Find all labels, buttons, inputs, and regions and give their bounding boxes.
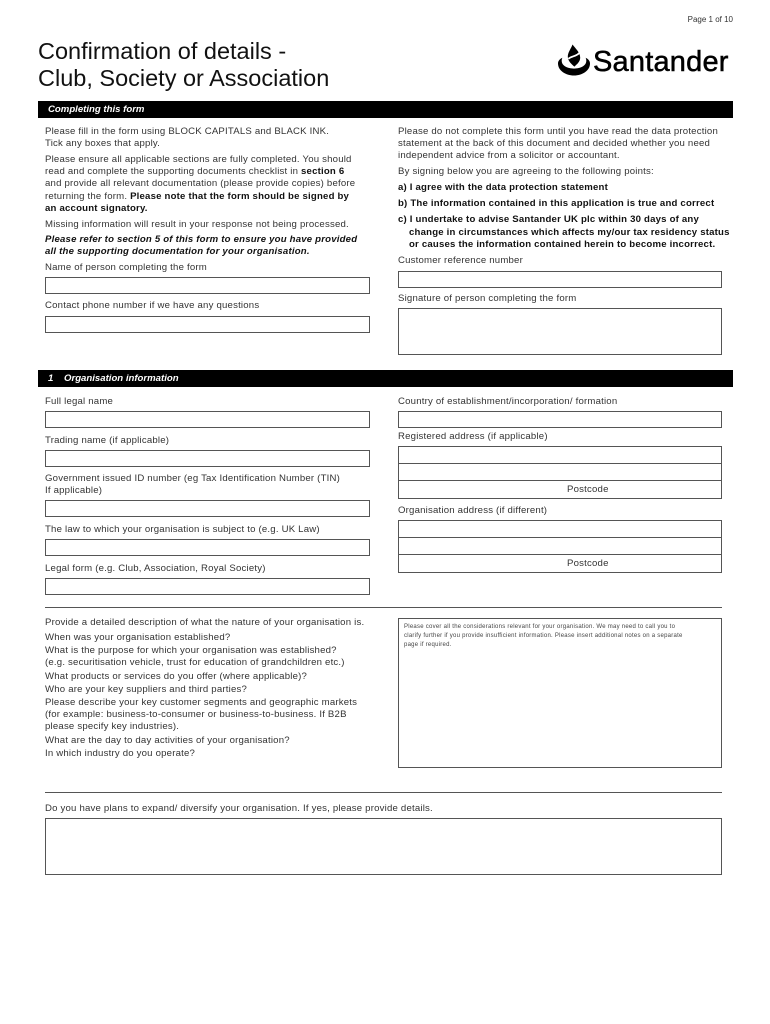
country-label: Country of establishment/incorporation/ formation bbox=[398, 396, 618, 407]
description-question: please specify key industries). bbox=[45, 721, 180, 732]
agreement-point-c: c) I undertake to advise Santander UK plc within 30 days of any bbox=[398, 214, 700, 225]
section-6-reference: section 6 bbox=[301, 166, 345, 177]
form-title-line-2: Club, Society or Association bbox=[38, 65, 330, 91]
instruction-text: read and complete the supporting documents checklist in bbox=[45, 166, 299, 177]
form-title-line-1: Confirmation of details - bbox=[38, 38, 287, 64]
data-protection-note: independent advice from a solicitor or accountant. bbox=[398, 150, 620, 161]
governing-law-label: The law to which your organisation is subject to (e.g. UK Law) bbox=[45, 524, 320, 535]
legal-form-field[interactable] bbox=[45, 578, 370, 595]
registered-address-line-1[interactable] bbox=[399, 447, 721, 464]
section-5-note: all the supporting documentation for your organisation. bbox=[45, 246, 310, 257]
agreement-point-c: change in circumstances which affects my/our tax residency status bbox=[409, 227, 730, 238]
full-legal-name-field[interactable] bbox=[45, 411, 370, 428]
signature-label: Signature of person completing the form bbox=[398, 293, 577, 304]
page-number: Page 1 of 10 bbox=[687, 15, 733, 24]
section-bar-organisation bbox=[38, 370, 733, 387]
agreement-point-a: a) I agree with the data protection statement bbox=[398, 182, 608, 193]
description-hint: clarify further if you provide insufficient information. Please insert additional notes on a separate bbox=[404, 633, 683, 639]
description-question: What is the purpose for which your organisation was established? bbox=[45, 645, 337, 656]
description-hint: page if required. bbox=[404, 642, 452, 648]
description-question: (e.g. securitisation vehicle, trust for education of grandchildren etc.) bbox=[45, 657, 345, 668]
instruction-line: Missing information will result in your response not being processed. bbox=[45, 219, 349, 230]
customer-reference-field[interactable] bbox=[398, 271, 722, 288]
organisation-postcode-field[interactable] bbox=[615, 555, 721, 572]
phone-field[interactable] bbox=[45, 316, 370, 333]
registered-postcode-field[interactable] bbox=[615, 481, 721, 498]
registered-postcode-label: Postcode bbox=[567, 484, 609, 495]
expansion-plans-label: Do you have plans to expand/ diversify your organisation. If yes, please provide details. bbox=[45, 803, 433, 814]
description-field[interactable] bbox=[399, 653, 721, 767]
section-number: 1 bbox=[48, 373, 54, 384]
trading-name-label: Trading name (if applicable) bbox=[45, 435, 170, 446]
full-legal-name-label: Full legal name bbox=[45, 396, 114, 407]
section-bar-completing bbox=[38, 101, 733, 118]
government-id-label: Government issued ID number (eg Tax Identification Number (TIN) bbox=[45, 473, 341, 484]
governing-law-field[interactable] bbox=[45, 539, 370, 556]
section-heading-completing: Completing this form bbox=[48, 104, 145, 115]
data-protection-note: statement at the back of this document and decided whether you need bbox=[398, 138, 711, 149]
divider bbox=[45, 607, 722, 608]
organisation-address-line-1[interactable] bbox=[399, 521, 721, 538]
agreement-point-b: b) The information contained in this application is true and correct bbox=[398, 198, 715, 209]
description-question: When was your organisation established? bbox=[45, 632, 231, 643]
signatory-note: an account signatory. bbox=[45, 203, 148, 214]
customer-reference-label: Customer reference number bbox=[398, 255, 523, 266]
instruction-line bbox=[45, 166, 344, 178]
instruction-line: Tick any boxes that apply. bbox=[45, 138, 161, 149]
country-field[interactable] bbox=[398, 411, 722, 428]
instruction-line: Please ensure all applicable sections are fully completed. You should bbox=[45, 154, 352, 165]
brand-name: Santander bbox=[593, 46, 729, 78]
government-id-field[interactable] bbox=[45, 500, 370, 517]
description-box bbox=[398, 618, 722, 768]
organisation-address-label: Organisation address (if different) bbox=[398, 505, 548, 516]
instruction-line: Please fill in the form using BLOCK CAPITALS and BLACK INK. bbox=[45, 126, 330, 137]
organisation-address-line-3[interactable] bbox=[399, 555, 559, 572]
organisation-address-box bbox=[398, 520, 722, 573]
description-question: What are the day to day activities of your organisation? bbox=[45, 735, 290, 746]
phone-field-label: Contact phone number if we have any questions bbox=[45, 300, 260, 311]
registered-address-label: Registered address (if applicable) bbox=[398, 431, 548, 442]
section-5-note: Please refer to section 5 of this form to ensure you have provided bbox=[45, 234, 358, 245]
agreement-intro: By signing below you are agreeing to the following points: bbox=[398, 166, 654, 177]
registered-address-line-2[interactable] bbox=[399, 464, 721, 481]
name-field[interactable] bbox=[45, 277, 370, 294]
description-question: Provide a detailed description of what the nature of your organisation is. bbox=[45, 617, 365, 628]
data-protection-note: Please do not complete this form until you have read the data protection bbox=[398, 126, 718, 137]
description-question: What products or services do you offer (where applicable)? bbox=[45, 671, 308, 682]
expansion-plans-field[interactable] bbox=[45, 818, 722, 875]
description-question: Who are your key suppliers and third parties? bbox=[45, 684, 248, 695]
signature-box[interactable] bbox=[398, 308, 722, 355]
name-field-label: Name of person completing the form bbox=[45, 262, 207, 273]
description-question: (for example: business-to-consumer or business-to-business. If B2B bbox=[45, 709, 347, 720]
agreement-point-c: or causes the information contained herein to become incorrect. bbox=[409, 239, 716, 250]
instruction-line: and provide all relevant documentation (please provide copies) before bbox=[45, 178, 356, 189]
section-title: Organisation information bbox=[64, 373, 179, 384]
description-question: Please describe your key customer segments and geographic markets bbox=[45, 697, 358, 708]
registered-address-line-3[interactable] bbox=[399, 481, 559, 498]
trading-name-field[interactable] bbox=[45, 450, 370, 467]
government-id-label: If applicable) bbox=[45, 485, 103, 496]
organisation-address-line-2[interactable] bbox=[399, 538, 721, 555]
legal-form-label: Legal form (e.g. Club, Association, Royal Society) bbox=[45, 563, 266, 574]
description-question: In which industry do you operate? bbox=[45, 748, 196, 759]
registered-address-box bbox=[398, 446, 722, 499]
signatory-note: Please note that the form should be signed by bbox=[130, 191, 350, 202]
description-hint: Please cover all the considerations relevant for your organisation. We may need to call you to bbox=[404, 624, 676, 630]
organisation-postcode-label: Postcode bbox=[567, 558, 609, 569]
instruction-line bbox=[45, 191, 349, 203]
santander-flame-icon bbox=[557, 44, 591, 76]
instruction-text: returning the form. bbox=[45, 191, 128, 202]
divider bbox=[45, 792, 722, 793]
